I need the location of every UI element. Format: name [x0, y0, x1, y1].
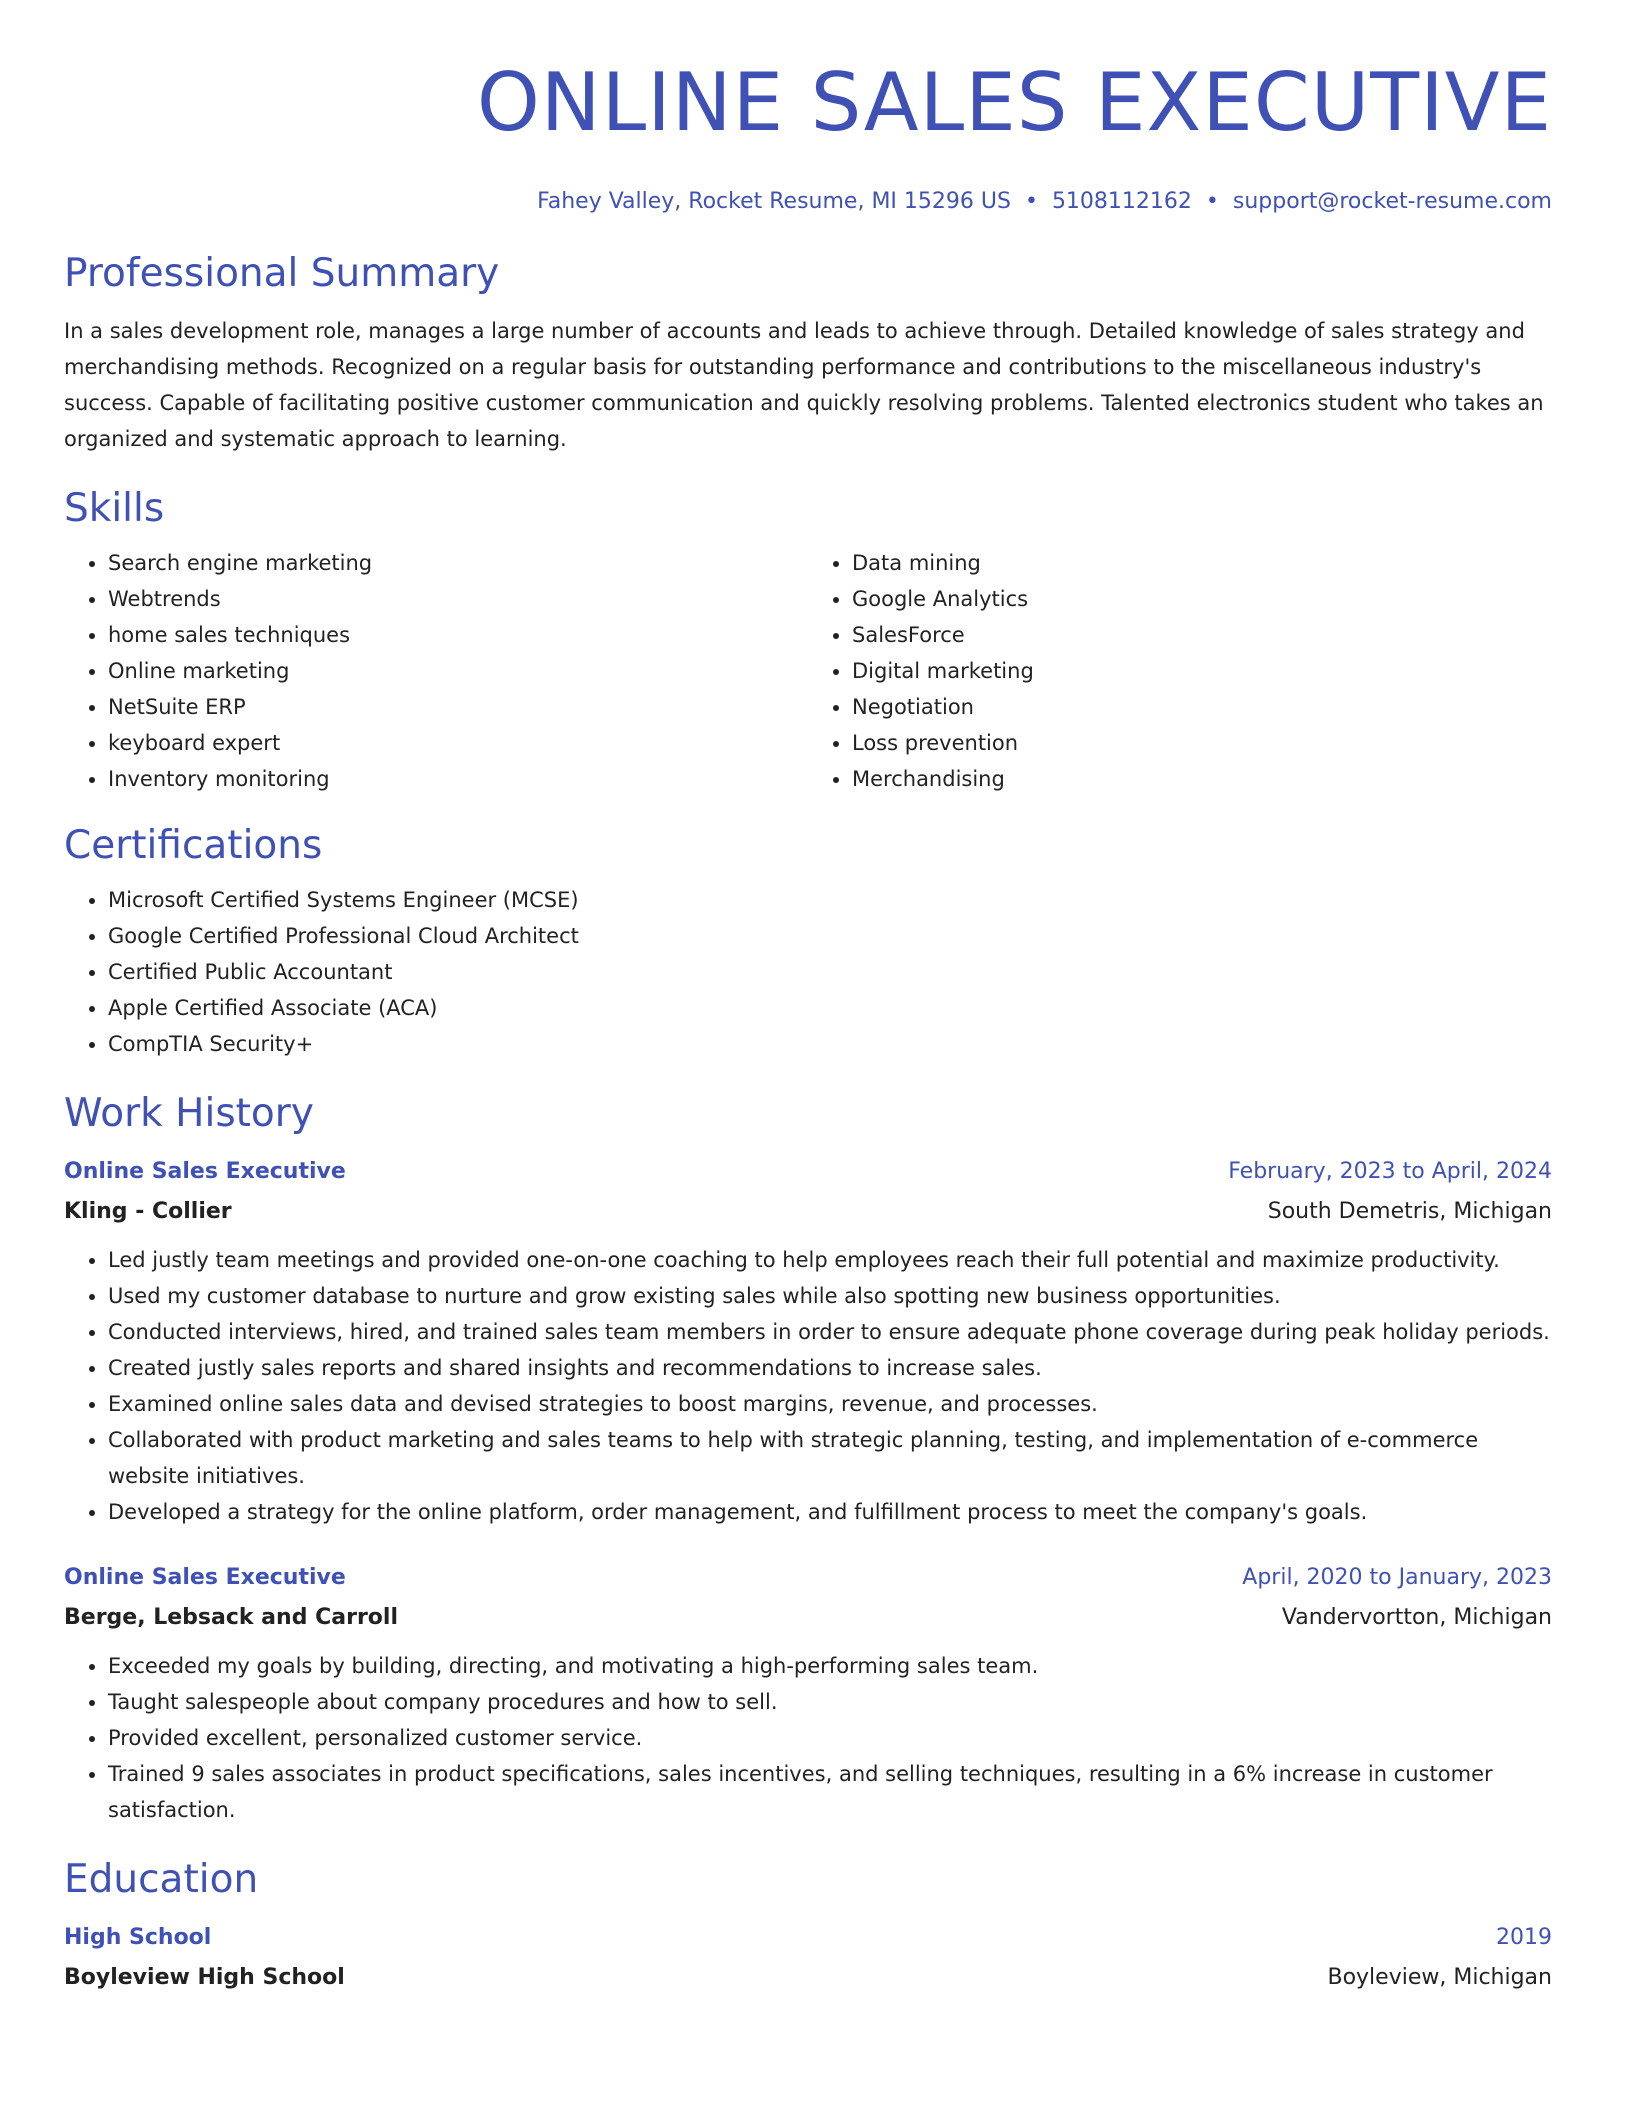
skill-item: • Data mining: [852, 545, 1552, 581]
skill-item: • Search engine marketing: [108, 545, 808, 581]
job-bullet: • Taught salespeople about company procedures and how to sell.: [108, 1684, 1552, 1720]
job-bullet: • Examined online sales data and devised strategies to boost margins, revenue, and processes.: [108, 1386, 1552, 1422]
job-dates: February, 2023 to April, 2024: [1228, 1159, 1552, 1184]
skills-list-left: [64, 545, 808, 797]
job-subheader: [64, 1192, 1552, 1232]
work-history-heading: Work History: [64, 1091, 314, 1136]
contact-phone: 5108112162: [1051, 189, 1192, 214]
job-title: Online Sales Executive: [64, 1159, 346, 1184]
job-bullet: • Created justly sales reports and shared insights and recommendations to increase sales.: [108, 1350, 1552, 1386]
contact-separator: •: [1024, 189, 1038, 214]
resume-name: ONLINE SALES EXECUTIVE: [476, 56, 1552, 149]
skill-item: • Inventory monitoring: [108, 761, 808, 797]
skills-list-right: [808, 545, 1552, 797]
job-location: Vandervortton, Michigan: [1281, 1605, 1552, 1630]
skill-item: • Google Analytics: [852, 581, 1552, 617]
contact-separator: •: [1205, 189, 1219, 214]
certification-item: • Certified Public Accountant: [108, 954, 1552, 990]
skill-item: • Digital marketing: [852, 653, 1552, 689]
certifications-heading: Certifications: [64, 823, 323, 868]
education-school: Boyleview High School: [64, 1965, 345, 1990]
contact-address: Fahey Valley, Rocket Resume, MI 15296 US: [537, 189, 1011, 214]
job-bullet: • Provided excellent, personalized customer service.: [108, 1720, 1552, 1756]
job-company: Kling - Collier: [64, 1199, 232, 1224]
skill-item: • Merchandising: [852, 761, 1552, 797]
skill-item: • Online marketing: [108, 653, 808, 689]
job-subheader: [64, 1598, 1552, 1638]
skill-item: • keyboard expert: [108, 725, 808, 761]
summary-heading: Professional Summary: [64, 251, 500, 296]
certification-item: • Apple Certified Associate (ACA): [108, 990, 1552, 1026]
education-heading: Education: [64, 1857, 259, 1902]
certification-item: • Google Certified Professional Cloud Architect: [108, 918, 1552, 954]
job-bullet: • Used my customer database to nurture and grow existing sales while also spotting new business opportunities.: [108, 1278, 1552, 1314]
job-bullet: • Led justly team meetings and provided one-on-one coaching to help employees reach their full potential and maximize productivity.: [108, 1242, 1552, 1278]
education-subheader: [64, 1958, 1552, 1998]
job-bullets: [64, 1648, 1552, 1828]
job-header: [64, 1558, 1552, 1598]
job-title: Online Sales Executive: [64, 1565, 346, 1590]
education-degree: High School: [64, 1925, 212, 1950]
skill-item: • home sales techniques: [108, 617, 808, 653]
job-bullets: [64, 1242, 1552, 1530]
summary-section: [64, 250, 1552, 457]
skill-item: • Webtrends: [108, 581, 808, 617]
contact-line: [64, 187, 1552, 217]
job-bullet: • Exceeded my goals by building, directing, and motivating a high-performing sales team.: [108, 1648, 1552, 1684]
job-bullet: • Trained 9 sales associates in product specifications, sales incentives, and selling techniques, resulting in a 6% increase in customer satisfaction.: [108, 1756, 1552, 1828]
skills-section: [64, 485, 1552, 797]
skills-heading: Skills: [64, 486, 165, 531]
job-bullet: • Conducted interviews, hired, and trained sales team members in order to ensure adequate phone coverage during peak holiday periods.: [108, 1314, 1552, 1350]
skill-item: • Negotiation: [852, 689, 1552, 725]
skills-column-left: [64, 545, 808, 797]
certification-item: • CompTIA Security+: [108, 1026, 1552, 1062]
job-location: South Demetris, Michigan: [1267, 1199, 1552, 1224]
certifications-list: [64, 882, 1552, 1062]
job-entry: [64, 1152, 1552, 1530]
education-section: [64, 1856, 1552, 1998]
skills-column-right: [808, 545, 1552, 797]
skill-item: • Loss prevention: [852, 725, 1552, 761]
education-year: 2019: [1496, 1925, 1552, 1950]
certification-item: • Microsoft Certified Systems Engineer (MCSE): [108, 882, 1552, 918]
summary-text: In a sales development role, manages a large number of accounts and leads to achieve through. Detailed knowledge of sales strategy and merchandising methods. Recognized on a regular basis for outstanding performance and contributions to the miscellaneous industry's success. Capable of facilitating positive customer communication and quickly resolving problems. Talented electronics student who takes an organized and systematic approach to learning.: [64, 319, 1544, 451]
certifications-section: [64, 822, 1552, 1062]
education-header: [64, 1918, 1552, 1958]
job-header: [64, 1152, 1552, 1192]
job-bullet: • Collaborated with product marketing and sales teams to help with strategic planning, testing, and implementation of e-commerce website initiatives.: [108, 1422, 1552, 1494]
skills-grid: [64, 545, 1552, 797]
education-location: Boyleview, Michigan: [1327, 1965, 1552, 1990]
skill-item: • SalesForce: [852, 617, 1552, 653]
education-entry: [64, 1918, 1552, 1998]
work-history-section: [64, 1090, 1552, 1828]
skill-item: • NetSuite ERP: [108, 689, 808, 725]
job-dates: April, 2020 to January, 2023: [1242, 1565, 1552, 1590]
contact-email: support@rocket-resume.com: [1232, 189, 1552, 214]
job-entry: [64, 1558, 1552, 1828]
job-company: Berge, Lebsack and Carroll: [64, 1605, 398, 1630]
job-bullet: • Developed a strategy for the online platform, order management, and fulfillment process to meet the company's goals.: [108, 1494, 1552, 1530]
